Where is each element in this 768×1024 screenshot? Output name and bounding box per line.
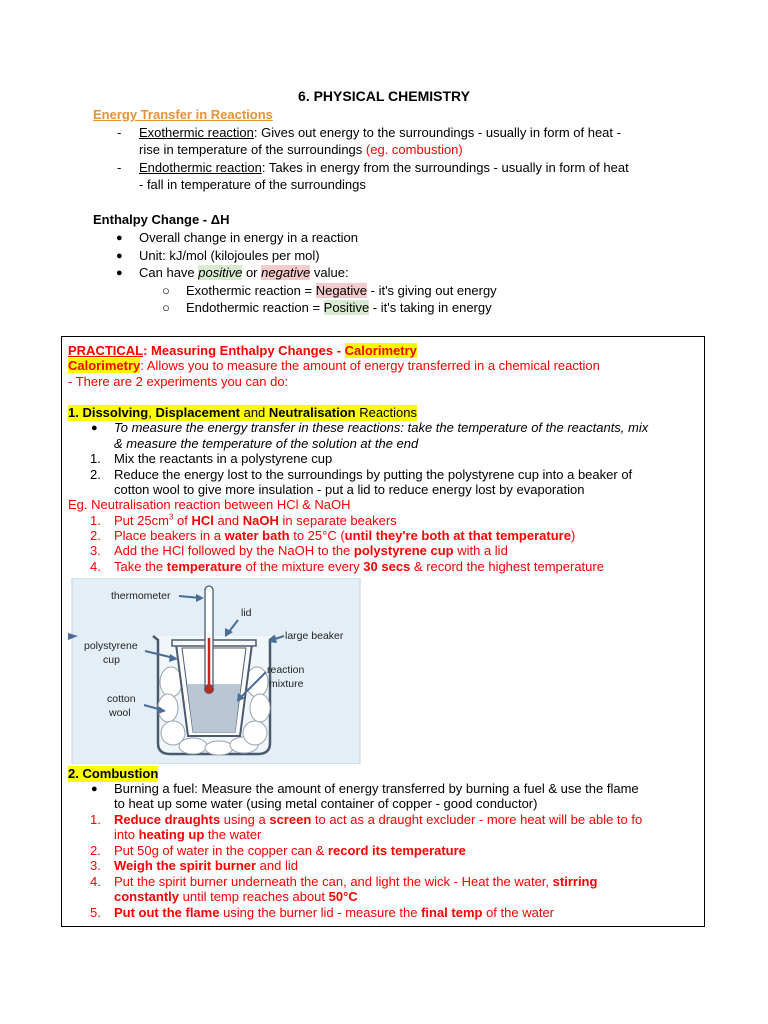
text: HCl [191,513,214,528]
label-lid: lid [241,607,252,619]
text: Reactions [355,405,418,420]
text: , [148,405,156,420]
positive-highlight: positive [198,265,243,280]
text: using a [220,812,270,827]
exothermic-line2-text: rise in temperature of the surroundings [139,142,363,157]
step-number: 4. [90,559,101,574]
bullet-dot: ● [116,250,123,262]
bullet-circle: ○ [162,300,170,315]
combustion-step-1-l2 [114,827,261,843]
bullet-dot: ● [91,783,98,795]
practical-label: PRACTICAL [68,343,144,358]
negative-badge: Negative [315,283,368,298]
text: Displacement [155,405,240,420]
text: in separate beakers [278,513,397,528]
section-heading-combustion: 2. Combustion [68,766,159,781]
reaction-mixture [187,684,241,732]
text: NaOH [242,513,279,528]
text: Take the [114,559,167,574]
text: Endothermic reaction = [186,300,324,315]
text: value: [310,265,349,280]
enthalpy-point-3 [139,265,349,281]
bullet-dot: ● [116,267,123,279]
neutralisation-example: Eg. Neutralisation reaction between HCl & NaOH [68,497,351,512]
text: Weigh the spirit burner [114,858,257,873]
label-cup: cup [103,654,120,666]
endothermic-sign [186,300,492,316]
text: Add the HCl followed by the NaOH to the [114,543,354,558]
text: : Measuring Enthalpy Changes - [143,343,345,358]
exothermic-text: : Gives out energy to the surroundings - usually in form of heat - [253,125,621,140]
text: using the burner lid - measure the [219,905,422,920]
calorimetry-diagram [68,578,362,764]
text: 30 secs [363,559,411,574]
text: to 25°C ( [289,528,345,543]
text: - it's taking in energy [369,300,492,315]
positive-badge: Positive [323,300,370,315]
text: water bath [224,528,290,543]
text: of the mixture every [241,559,364,574]
bullet-circle: ○ [162,283,170,298]
text: Put the spirit burner underneath the can, and light the wick - Heat the water, [114,874,553,889]
label-reaction: reaction [267,664,305,676]
text: or [242,265,262,280]
step-number: 5. [90,905,101,920]
text: Reduce draughts [114,812,221,827]
text: Put out the flame [114,905,220,920]
text: until they're both at that temperature [344,528,571,543]
calorimetry-term: Calorimetry [68,358,141,373]
text: heating up [138,827,205,842]
exothermic-term: Exothermic reaction [139,125,254,140]
dissolving-method-l2: & measure the temperature of the solution at the end [114,436,419,451]
text: record its temperature [327,843,466,858]
label-thermometer: thermometer [111,590,171,602]
text: Place beakers in a [114,528,225,543]
text: to act as a draught excluder - more heat will be able to fo [311,812,643,827]
text: into [114,827,139,842]
combustion-step-5 [114,905,554,921]
endothermic-text: : Takes in energy from the surroundings - usually in form of heat [261,160,629,175]
combustion-step-2 [114,843,466,859]
text: polystyrene cup [353,543,454,558]
text: the water [204,827,262,842]
practical-heading [68,343,417,359]
endothermic-definition [139,160,629,176]
text: of [173,513,192,528]
dissolving-step-2-l2: cotton wool to give more insulation - put a lid to reduce energy lost by evaporation [114,482,585,497]
dash-bullet: - [117,125,122,140]
step-number: 1. [90,513,101,528]
combustion-method-l1: Burning a fuel: Measure the amount of energy transferred by burning a fuel & use the flame [114,781,639,796]
text: and [239,405,269,420]
combustion-step-3 [114,858,298,874]
two-experiments-note: - There are 2 experiments you can do: [68,374,289,389]
step-number: 3. [90,858,101,873]
text: Put 50g of water in the copper can & [114,843,328,858]
calorimetry-definition [68,358,600,374]
exothermic-definition [139,125,621,141]
text: & record the highest temperature [410,559,604,574]
label-polystyrene: polystyrene [84,640,138,652]
label-large-beaker: large beaker [285,630,344,642]
page-title: 6. PHYSICAL CHEMISTRY [298,88,470,104]
step-number: 3. [90,543,101,558]
dash-bullet: - [117,160,122,175]
text: ) [570,528,576,543]
endothermic-term: Endothermic reaction [139,160,262,175]
text: - it's giving out energy [367,283,497,298]
text: 50°C [328,889,358,904]
neutralisation-step-3 [114,543,508,559]
text: temperature [166,559,242,574]
text: Neutralisation [268,405,356,420]
section-heading-enthalpy: Enthalpy Change - ΔH [93,212,230,227]
text: until temp reaches about [179,889,329,904]
neutralisation-step-4 [114,559,604,575]
text: Put 25cm [114,513,169,528]
calorimetry-highlight: Calorimetry [344,343,417,358]
step-number: 1. [90,451,101,466]
dissolving-step-2-l1: Reduce the energy lost to the surroundings by putting the polystyrene cup into a beaker of [114,467,633,482]
section-heading-energy-transfer: Energy Transfer in Reactions [93,107,273,122]
text: and [213,513,243,528]
text: Exothermic reaction = [186,283,316,298]
section-heading-dissolving [68,405,417,421]
text: constantly [114,889,180,904]
negative-highlight: negative [261,265,311,280]
text: and lid [256,858,298,873]
exothermic-line2 [139,142,463,158]
cup-lid [172,640,256,646]
text: with a lid [453,543,508,558]
step-number: 4. [90,874,101,889]
neutralisation-step-1 [114,513,397,529]
endothermic-line2: - fall in temperature of the surroundings [139,177,366,192]
enthalpy-point-1: Overall change in energy in a reaction [139,230,358,245]
superscript: 3 [168,512,174,522]
combustion-method-l2: to heat up some water (using metal container of copper - good conductor) [114,796,538,811]
exothermic-sign [186,283,497,299]
step-number: 2. [90,528,101,543]
text: stirring [552,874,598,889]
thermometer-bulb [205,685,214,694]
combustion-step-4-l1 [114,874,597,890]
step-number: 2. [90,467,101,482]
bullet-dot: ● [116,232,123,244]
label-mixture: mixture [269,678,304,690]
text: final temp [421,905,483,920]
text: : Allows you to measure the amount of energy transferred in a chemical reaction [140,358,600,373]
label-wool: wool [109,707,131,719]
exothermic-note: (eg. combustion) [365,142,463,157]
neutralisation-step-2 [114,528,575,544]
enthalpy-point-2: Unit: kJ/mol (kilojoules per mol) [139,248,320,263]
dissolving-method-l1: To measure the energy transfer in these reactions: take the temperature of the reactants, mix [114,420,649,435]
text: screen [269,812,312,827]
text: Can have [139,265,199,280]
combustion-step-4-l2 [114,889,358,905]
step-number: 1. [90,812,101,827]
combustion-step-1-l1 [114,812,642,828]
bullet-dot: ● [91,422,98,434]
dissolving-step-1: Mix the reactants in a polystyrene cup [114,451,333,466]
text: of the water [482,905,555,920]
text: 1. Dissolving [68,405,149,420]
label-cotton: cotton [107,693,136,705]
step-number: 2. [90,843,101,858]
